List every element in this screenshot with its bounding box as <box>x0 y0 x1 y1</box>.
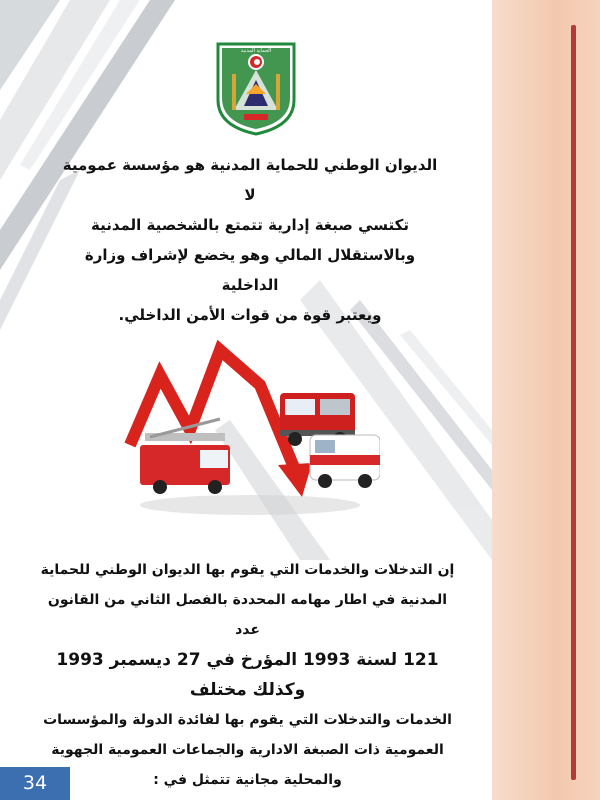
intro-line: ويعتبر قوة من قوات الأمن الداخلي. <box>118 306 382 324</box>
services-line: إن التدخلات والخدمات التي يقوم بها الديوان الوطني للحماية <box>40 562 455 578</box>
page-number-badge: 34 <box>0 767 70 800</box>
intro-paragraph <box>60 150 440 330</box>
services-paragraph <box>40 555 455 795</box>
fire-trucks-arrow-illustration <box>120 315 380 520</box>
ambulance-van-icon <box>310 435 380 488</box>
services-line: العمومية ذات الصبغة الادارية والجماعات العمومية الجهوية <box>51 742 444 758</box>
intro-line: تكتسي صبغة إدارية تتمتع بالشخصية المدنية <box>90 216 410 234</box>
right-sidebar-panel <box>492 0 600 800</box>
services-line: 121 لسنة 1993 المؤرخ في 27 ديسمبر 1993 وكذلك مختلف <box>56 650 439 700</box>
civil-protection-logo <box>214 40 298 136</box>
services-line: الخدمات والتدخلات التي يقوم بها لفائدة الدولة والمؤسسات <box>43 712 452 728</box>
svg-text:الحماية المدنية: الحماية المدنية <box>240 48 272 54</box>
services-line: والمحلية مجانية تتمثل في : <box>153 772 342 788</box>
sidebar-accent-line <box>571 25 576 780</box>
intro-line: الديوان الوطني للحماية المدنية هو مؤسسة عمومية لا <box>62 156 438 204</box>
intro-line: وبالاستقلال المالي وهو يخضع لإشراف وزارة الداخلية <box>84 246 416 294</box>
services-line: المدنية في اطار مهامه المحددة بالفصل الثاني من القانون عدد <box>47 592 448 638</box>
